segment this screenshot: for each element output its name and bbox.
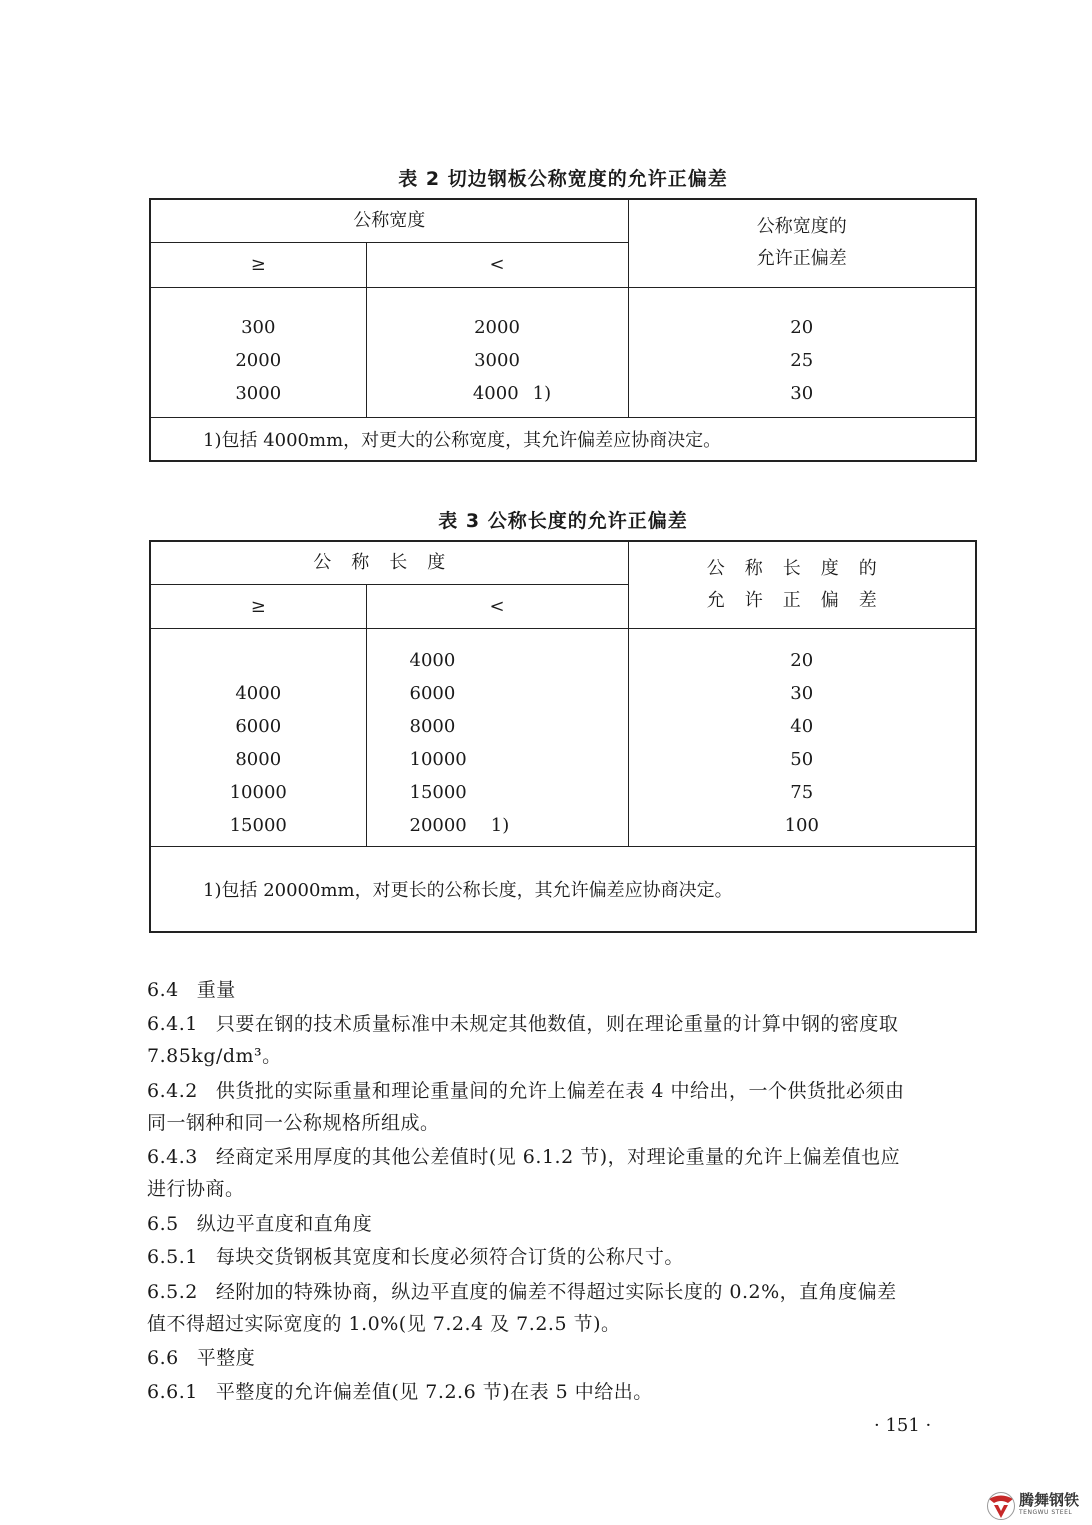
table-cell: 20 (790, 650, 814, 671)
table-cell: 100 (784, 815, 819, 836)
table3-caption: 表 3 公称长度的允许正偏差 (438, 510, 688, 532)
footnote-ref: 1) (490, 815, 510, 836)
table-cell: 3000 (474, 350, 520, 371)
table-cell: 2000 (235, 350, 282, 371)
table-cell: 3000 (235, 383, 282, 404)
brand-logo (986, 1488, 1090, 1522)
section-6-5-2: 6.5.2 经附加的特殊协商，纵边平直度的偏差不得超过实际长度的 0.2%，直角度偏差 值不得超过实际宽度的 1.0%(见 7.2.4 及 7.2.5 节)。 (147, 1281, 897, 1335)
table3-col-lt (366, 628, 628, 846)
table-cell: 15000 (229, 815, 287, 836)
table-cell: 8000 (235, 749, 282, 770)
table2-header-tolerance-line2: 允许正偏差 (756, 248, 847, 270)
table-cell: 25 (790, 350, 814, 371)
section-6-4-1: 6.4.1 只要在钢的技术质量标准中未规定其他数值，则在理论重量的计算中钢的密度取 7.85kg/dm³。 (147, 1013, 899, 1067)
table2-header-tolerance (628, 199, 976, 287)
table2-col-lt (366, 287, 628, 417)
table2-footnote: 1)包括 4000mm，对更大的公称宽度，其允许偏差应协商决定。 (150, 417, 976, 461)
table2-caption: 表 2 切边钢板公称宽度的允许正偏差 (398, 168, 728, 190)
table2-header-lt: < (366, 242, 628, 287)
table-cell: 6000 (409, 683, 456, 704)
section-6-6-1: 6.6.1 平整度的允许偏差值(见 7.2.6 节)在表 5 中给出。 (147, 1381, 653, 1403)
table-cell: 40 (790, 716, 814, 737)
table-cell: 20 (790, 317, 814, 338)
table3-header-lt: < (366, 584, 628, 628)
footnote-ref: 1) (532, 383, 552, 404)
section-6-6-heading: 6.6 平整度 (147, 1347, 256, 1369)
table-cell: 10000 (409, 749, 467, 770)
table2 (149, 198, 977, 462)
table-cell: 30 (790, 683, 814, 704)
table-cell: 300 (241, 317, 276, 338)
table-cell: 20000 1) (409, 815, 510, 836)
table3-footnote: 1)包括 20000mm，对更长的公称长度，其允许偏差应协商决定。 (150, 846, 976, 932)
table3-header-tolerance-line2: 允许正偏差 (706, 589, 897, 611)
table3-col-ge (150, 628, 366, 846)
brand-logo-icon (986, 1491, 1016, 1521)
table2-header-nominal-width: 公称宽度 (150, 199, 628, 242)
table2-header-tolerance-line1: 公称宽度的 (756, 216, 847, 238)
table3-header-nominal-length: 公称长度 (150, 541, 628, 584)
table-cell: 75 (790, 782, 814, 803)
section-6-4-heading: 6.4 重量 (147, 979, 236, 1001)
table3-header-ge: ≥ (150, 584, 366, 628)
section-6-4-3: 6.4.3 经商定采用厚度的其他公差值时(见 6.1.2 节)，对理论重量的允许上偏差值也应 进行协商。 (147, 1146, 901, 1200)
table-cell: 30 (790, 383, 814, 404)
table-cell: 4000 (409, 650, 456, 671)
table-cell: 4000 (235, 683, 282, 704)
page-number: · 151 · (874, 1415, 932, 1436)
table-cell: 10000 (229, 782, 287, 803)
table-cell: 8000 (409, 716, 456, 737)
table-cell: 50 (790, 749, 814, 770)
table2-header-ge: ≥ (150, 242, 366, 287)
table3-header-tolerance (628, 541, 976, 628)
brand-logo-subtitle: TENGWU STEEL (1019, 1509, 1073, 1516)
table2-col-ge (150, 287, 366, 417)
section-6-5-heading: 6.5 纵边平直度和直角度 (147, 1213, 373, 1235)
section-6-5-1: 6.5.1 每块交货钢板其宽度和长度必须符合订货的公称尺寸。 (147, 1246, 684, 1268)
table-cell (151, 644, 366, 677)
table-cell: 4000 1) (472, 383, 552, 404)
table-cell: 2000 (474, 317, 520, 338)
brand-logo-name: 腾舞钢铁 (1019, 1491, 1080, 1509)
table2-col-tolerance (628, 287, 976, 417)
table-cell: 15000 (409, 782, 467, 803)
table3-header-tolerance-line1: 公称长度的 (706, 557, 897, 579)
table3 (149, 540, 977, 933)
table-cell: 6000 (235, 716, 282, 737)
table3-col-tolerance (628, 628, 976, 846)
section-6-4-2: 6.4.2 供货批的实际重量和理论重量间的允许上偏差在表 4 中给出，一个供货批必须由 同一钢种和同一公称规格所组成。 (147, 1080, 905, 1134)
